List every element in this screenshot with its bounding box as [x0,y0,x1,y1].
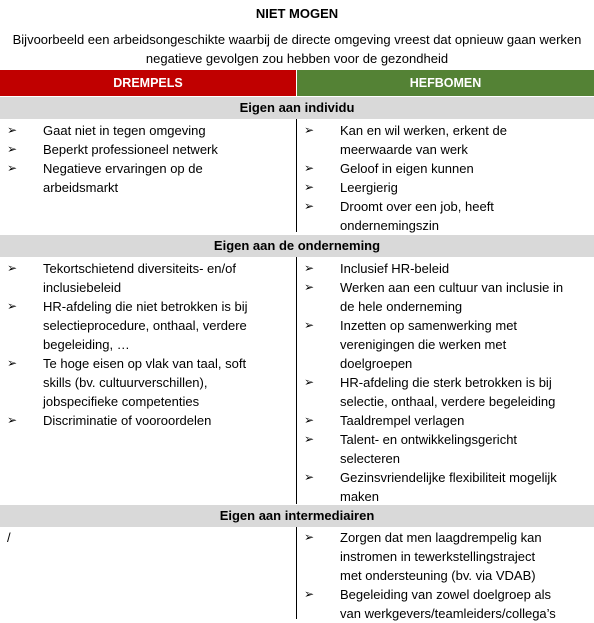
list-item: ➢ Beperkt professioneel netwerk [7,142,218,157]
section-header-onderneming: Eigen aan de onderneming [0,235,594,257]
intro-text: Bijvoorbeeld een arbeidsongeschikte waarbij de directe omgeving vreest dat opnieuw gaan werken negatieve gevolgen zou hebben voor de gezondheid [12,32,582,66]
list-item: ➢ Geloof in eigen kunnen [304,161,474,176]
arrowhead-bullet-icon: ➢ [7,413,18,427]
arrowhead-bullet-icon: ➢ [304,318,315,332]
list-item: ➢ Talent- en ontwikkelingsgericht selecteren [304,432,518,466]
arrowhead-bullet-icon: ➢ [304,470,315,484]
hefbomen-list-intermediairen [298,528,588,623]
list-item: ➢ Kan en wil werken, erkent de meerwaarde van werk [304,123,507,157]
list-item: ➢ Droomt over een job, heeft ondernemingszin [304,199,494,233]
arrowhead-bullet-icon: ➢ [304,530,315,544]
list-item: ➢ Taaldrempel verlagen [304,413,465,428]
list-item: ➢ Tekortschietend diversiteits- en/of inclusiebeleid [7,261,236,295]
hefbomen-list-onderneming [298,259,588,506]
section-header-intermediairen: Eigen aan intermediairen [0,505,594,527]
drempels-header: DREMPELS [0,70,296,96]
list-item: ➢ Discriminatie of vooroordelen [7,413,212,428]
list-item: ➢ Inclusief HR-beleid [304,261,450,276]
drempels-list-individu [0,121,292,197]
page-title: NIET MOGEN [255,6,339,21]
list-item: ➢ Inzetten op samenwerking met verenigingen die werken met doelgroepen [304,318,518,371]
arrowhead-bullet-icon: ➢ [7,261,18,275]
arrowhead-bullet-icon: ➢ [304,161,315,175]
drempels-list-onderneming [0,259,292,430]
drempels-empty-marker: / [7,530,11,545]
column-divider [296,119,297,232]
arrowhead-bullet-icon: ➢ [7,142,18,156]
arrowhead-bullet-icon: ➢ [7,356,18,370]
section-header-individu: Eigen aan individu [0,97,594,119]
arrowhead-bullet-icon: ➢ [304,261,315,275]
arrowhead-bullet-icon: ➢ [304,375,315,389]
arrowhead-bullet-icon: ➢ [7,299,18,313]
list-item: ➢ Begeleiding van zowel doelgroep als van werkgevers/teamleiders/collega’s [304,587,556,621]
arrowhead-bullet-icon: ➢ [304,123,315,137]
arrowhead-bullet-icon: ➢ [304,432,315,446]
arrowhead-bullet-icon: ➢ [304,413,315,427]
column-divider [296,257,297,504]
list-item: ➢ Negatieve ervaringen op de arbeidsmarkt [7,161,203,195]
arrowhead-bullet-icon: ➢ [304,280,315,294]
list-item: ➢ Gaat niet in tegen omgeving [7,123,206,138]
arrowhead-bullet-icon: ➢ [304,199,315,213]
column-divider [296,527,297,619]
list-item: ➢ HR-afdeling die niet betrokken is bij selectieprocedure, onthaal, verdere begeleiding, … [7,299,248,352]
hefbomen-list-individu [298,121,588,235]
hefbomen-header: HEFBOMEN [297,70,594,96]
list-item: ➢ Leergierig [304,180,398,195]
arrowhead-bullet-icon: ➢ [304,587,315,601]
list-item: ➢ Te hoge eisen op vlak van taal, soft skills (bv. cultuurverschillen), jobspecifieke competenties [7,356,247,409]
arrowhead-bullet-icon: ➢ [304,180,315,194]
list-item: ➢ Gezinsvriendelijke flexibiliteit mogelijk maken [304,470,557,504]
arrowhead-bullet-icon: ➢ [7,161,18,175]
list-item: ➢ HR-afdeling die sterk betrokken is bij selectie, onthaal, verdere begeleiding [304,375,556,409]
list-item: ➢ Zorgen dat men laagdrempelig kan instromen in tewerkstellingstraject met ondersteuning (bv. via VDAB) [304,530,542,583]
list-item: ➢ Werken aan een cultuur van inclusie in de hele onderneming [304,280,564,314]
arrowhead-bullet-icon: ➢ [7,123,18,137]
